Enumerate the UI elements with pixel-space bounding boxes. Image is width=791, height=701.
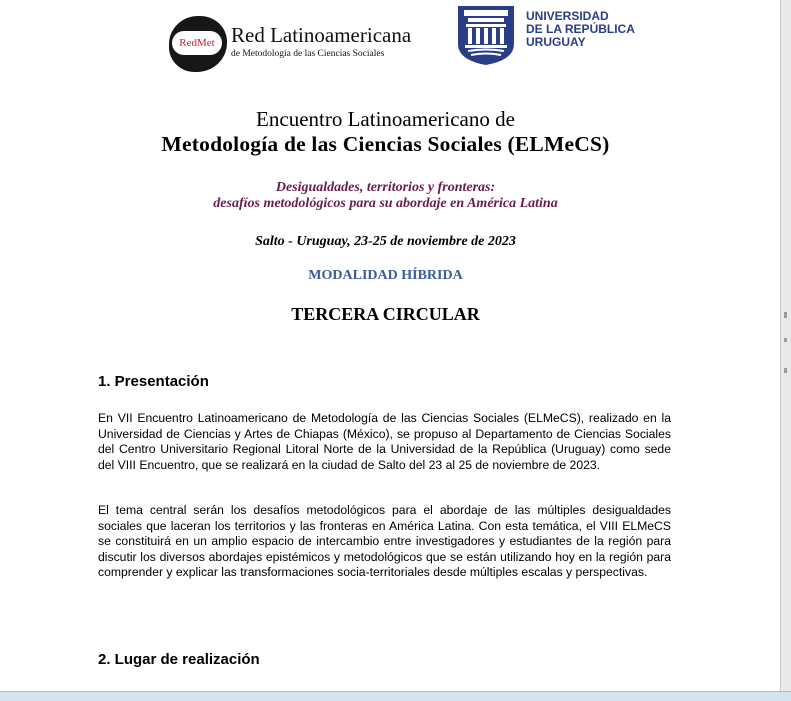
redmet-logo — [169, 16, 419, 72]
event-modality: MODALIDAD HÍBRIDA — [308, 268, 463, 283]
udelar-name-line3: URUGUAY — [526, 35, 586, 49]
section-heading: 1. Presentación — [98, 373, 209, 390]
event-theme-line1: Desigualdades, territorios y fronteras: — [275, 180, 496, 195]
horizontal-scrollbar[interactable] — [0, 691, 791, 701]
event-theme — [0, 180, 771, 212]
event-place-date: Salto - Uruguay, 23-25 de noviembre de 2023 — [255, 234, 516, 249]
page-edge — [780, 0, 791, 701]
redmet-badge: RedMet — [172, 31, 222, 55]
section-paragraph: El tema central serán los desafíos metodológicos para el abordaje de las múltiples desigualdades sociales que laceran los territorios y las fronteras en América Latina. Con esta temática, el VIII ELMeCS se constituirá en un amplio espacio de intercambio entre investigadores y estudiantes de la región para discutir los diversos abordajes epistémicos y metodológicos que se están utilizando hoy en la región para comprender y explicar las transformaciones socia-territoriales desde múltiples escalas y perspectivas. — [98, 503, 671, 579]
section-paragraph: En VII Encuentro Latinoamericano de Metodología de las Ciencias Sociales (ELMeCS), realizado en la Universidad de Ciencias y Artes de Chiapas (México), se propuso al Departamento de Ciencias Sociales del Centro Universitario Regional Litoral Norte de la Universidad de la República (Uruguay) como sede del VIII Encuentro, que se realizará en la ciudad de Salto del 23 al 25 de noviembre de 2023. — [98, 411, 671, 472]
event-theme-line2: desafíos metodológicos para su abordaje en América Latina — [213, 196, 558, 211]
udelar-name-line1: UNIVERSIDAD — [526, 9, 609, 23]
event-title-line2: Metodología de las Ciencias Sociales (ELMeCS) — [161, 132, 610, 156]
redmet-title: Red Latinoamericana — [231, 23, 412, 47]
section-heading: 2. Lugar de realización — [98, 651, 260, 668]
redmet-subtitle: de Metodología de las Ciencias Sociales — [231, 49, 385, 59]
udelar-seal-icon — [456, 4, 516, 66]
udelar-logo — [456, 4, 646, 66]
udelar-name-line2: DE LA REPÚBLICA — [526, 22, 635, 36]
circular-title: TERCERA CIRCULAR — [291, 304, 480, 324]
event-title-line1: Encuentro Latinoamericano de — [256, 107, 515, 131]
